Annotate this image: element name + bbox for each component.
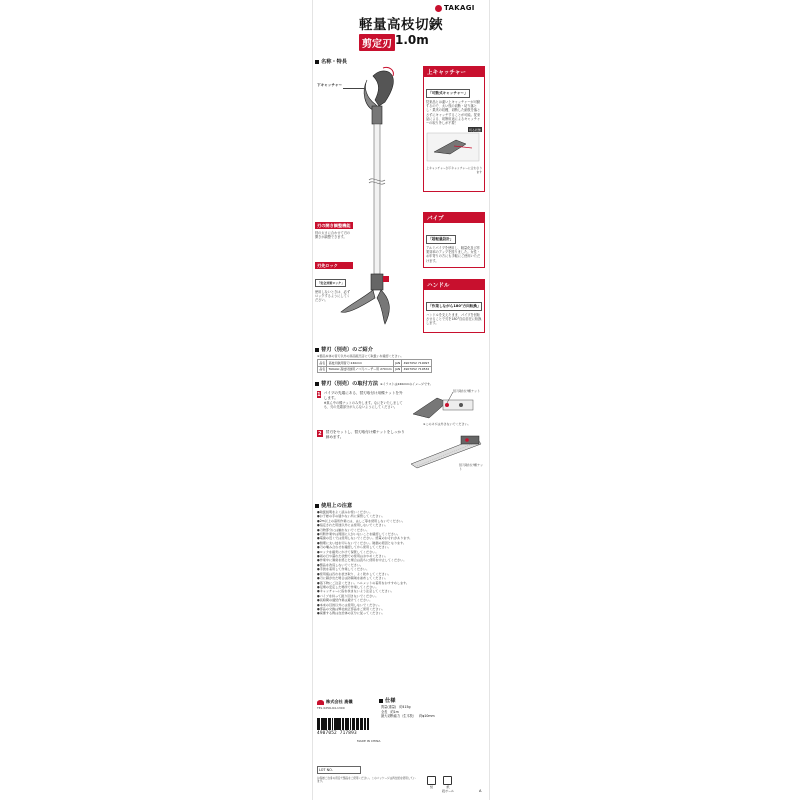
step-number: 2 <box>318 430 322 437</box>
upper-catcher-callout: 切る状態 <box>468 127 481 132</box>
product-title: 軽量高枝切鋏 <box>359 17 443 33</box>
upper-catcher-tab: 上キャッチャー <box>424 67 484 77</box>
pipe-feature: 「超軽量設計」 <box>426 235 456 243</box>
table-row: 全長 約1m <box>381 709 399 714</box>
list-item: ●雨の日や濡れた状態での使用はおやめください。 <box>317 554 388 559</box>
fig-label-2: 替刃取付け蝶ナット <box>459 463 483 472</box>
maker-mark-icon <box>317 700 324 705</box>
list-item: ●パイプを持って振り回さないでください。 <box>317 593 379 598</box>
list-item: ●2m以上の高所作業には、はしご等を使用しないでください。 <box>317 518 406 523</box>
square-bullet-icon <box>315 382 319 386</box>
upper-catcher-text: 従来品とは違い上キャッチャーが可動するので、太い枝の切断・切り落とし・果実の収穫、切断した細枝を落とさずにキャッチすることが可能。従来品による、切断用途によるキャッチャーの取り外しが不要！ <box>426 100 481 126</box>
list-item: ●長時間の連続作業は避けてください。 <box>317 598 373 603</box>
mount-step-1 <box>317 391 405 410</box>
lower-catcher-label: 下キャッチャー <box>317 83 343 87</box>
upper-catcher-feature: 「可動式キャッチャー」 <box>426 89 470 97</box>
barcode-bar <box>368 718 369 730</box>
catcher-detail-icon <box>426 132 480 162</box>
spare-heading: 替刃（別売）のご紹介 <box>315 346 373 353</box>
cardboard-recycle-mark: 紙 段ボール <box>442 776 454 793</box>
recycle-marks <box>427 776 454 793</box>
pipe-panel <box>423 212 485 268</box>
list-item: ●お子様の手の届かない所に保管してください。 <box>317 514 385 519</box>
blade-lock-label: 刃先ロック <box>315 262 353 269</box>
subtitle-length: 1.0m <box>395 33 429 47</box>
mount-step-2 <box>317 430 405 439</box>
step-1-subtext: ※真ん中の蝶ナットのみ外します。なにをいたしましても、刃の先端部分が入らないようにしてください。 <box>323 401 403 410</box>
list-item: ●切断作業中は周囲に人がいないことを確認してください。 <box>317 532 401 537</box>
recycle-icon <box>443 776 452 785</box>
brand-logo: TAKAGI <box>435 4 475 12</box>
handle-panel <box>423 279 485 333</box>
caution-list <box>317 510 483 616</box>
handle-tab: ハンドル <box>424 280 484 290</box>
blade-angle-label: 刃の開き調整機能 <box>315 222 353 229</box>
list-item: ●部品の交換は弊社純正部品をご使用ください。 <box>317 606 385 611</box>
table-row: 質量(重量) 約415g <box>381 705 411 709</box>
step-number: 1 <box>317 391 321 398</box>
list-item: ●指定された用途以外には使用しないでください。 <box>317 523 388 528</box>
barcode-icon <box>317 718 369 730</box>
subtitle-badge: 剪定刃 <box>359 34 395 51</box>
list-item: ●無理に太い枝を切らないでください。破損の原因となります。 <box>317 540 407 545</box>
blade-lock-feature: 「安全対策ロック」 <box>315 279 346 286</box>
spare-table <box>317 359 432 373</box>
table-row: 品名 高枝切鋏用替刃 240mm JAN 4907052 719097 <box>319 360 430 365</box>
lot-box: LOT NO. <box>317 766 361 774</box>
barcode-number: 4907052 717893 <box>317 731 357 736</box>
list-item: ●ロックを確実にかけて保管してください。 <box>317 549 379 554</box>
list-item: ●刃物部分には触れないでください。 <box>317 527 370 532</box>
pipe-text: アルミパイプを使用し、軽量化及び作業効率のアップを図りました。女性・お年寄りの方にも手軽にご使用いただけます。 <box>426 246 481 263</box>
fig-label-1: 替刃取付け蝶ナット <box>453 389 480 393</box>
maker-contact: TEL 0256-64-1300 <box>317 706 345 710</box>
step-1-text: パイプの先端にある、替刃取付け用蝶ナットを外します。 <box>323 391 403 400</box>
recycle-icon <box>427 776 436 785</box>
table-row: 品名 TAKAGI 高枝切鋏用ノコ刃ユーザー用 270mm JAN 4907052 719532 <box>319 367 430 372</box>
handle-feature: 「作業しながら180°方向転換」 <box>426 302 482 310</box>
blade-lock-text: 使用しないときは、必ずロックするようにしてください。 <box>315 290 351 303</box>
list-item: ●足場の安定した場所で作業してください。 <box>317 584 379 589</box>
list-item: ●取扱説明をよく読みお使いください。 <box>317 510 373 514</box>
list-item: ●使用後は汚れを拭き取り、よく乾かしてください。 <box>317 571 391 576</box>
package-sheet <box>312 0 490 800</box>
square-bullet-icon <box>315 504 319 508</box>
maker-logo: 株式会社 高儀 <box>317 699 353 705</box>
upper-catcher-caption: 上キャッチャーが下キャッチャーに合わさります <box>426 166 482 175</box>
specs-list <box>381 705 435 719</box>
list-item: ●キャッチャーに指を挟まないよう注意してください。 <box>317 589 394 594</box>
upper-catcher-panel <box>423 66 485 192</box>
blade-angle-text: 枝の太さに合わせて刃の開きが調整できます。 <box>315 231 351 240</box>
list-item: ●本来の目的以外には使用しないでください。 <box>317 602 382 607</box>
paper-recycle-mark: 紙 <box>427 776 436 793</box>
list-item: ●刃に錆が出た場合は防錆剤を塗布してください。 <box>317 576 388 581</box>
bottom-note: お客様ご自身の責任で製品をご使用ください。このパッケージは再生紙を使用しています。 <box>317 777 416 784</box>
step-2-text: 替刃をセットし、替刃取付け蝶ナットをしっかり締めます。 <box>325 430 405 439</box>
list-item: ●作業中に異常を感じた場合は直ちに使用を中止してください。 <box>317 558 407 563</box>
blade-lock-block <box>315 262 353 303</box>
spare-note: ※製品本体の替刃以外の商品販売店にて取扱いを確認ください。 <box>317 354 404 358</box>
brand-mark-icon <box>435 5 442 12</box>
list-item: ●電線の近くでは使用しないでください。感電のおそれがあります。 <box>317 536 413 541</box>
mount-heading: 替刃（別売）の取付方法 ※イラストは240mmのイメージです。 <box>315 380 433 387</box>
specs-heading: 仕様 <box>379 697 395 704</box>
corner-letter: A <box>479 789 482 793</box>
fig-note-1: ※このネジは外さないでください。 <box>423 422 471 426</box>
caution-heading: 使用上の注意 <box>315 502 352 509</box>
list-item: ●廃棄する際は自治体の区分に従ってください。 <box>317 611 385 616</box>
pipe-tab: パイプ <box>424 213 484 223</box>
names-heading: 名称・特長 <box>315 58 347 65</box>
list-item: ●落下物にご注意ください。ヘルメットの着用をおすすめします。 <box>317 580 410 585</box>
list-item: ●製品を改造しないでください。 <box>317 562 364 567</box>
square-bullet-icon <box>379 699 383 703</box>
list-item: ●手袋を着用して作業してください。 <box>317 567 370 572</box>
list-item: ●刃の噛み合わせを確認してから使用してください。 <box>317 545 391 550</box>
table-row: 最大切断能力（生木枝） 約φ10mm <box>381 714 435 719</box>
blade-angle-block <box>315 222 353 239</box>
square-bullet-icon <box>315 60 319 64</box>
origin-text: MADE IN CHINA <box>357 739 381 743</box>
square-bullet-icon <box>315 348 319 352</box>
handle-text: ハンドルを支えたまま、パイプを回転させることで刃を180°自由自在に転換します。 <box>426 313 482 326</box>
